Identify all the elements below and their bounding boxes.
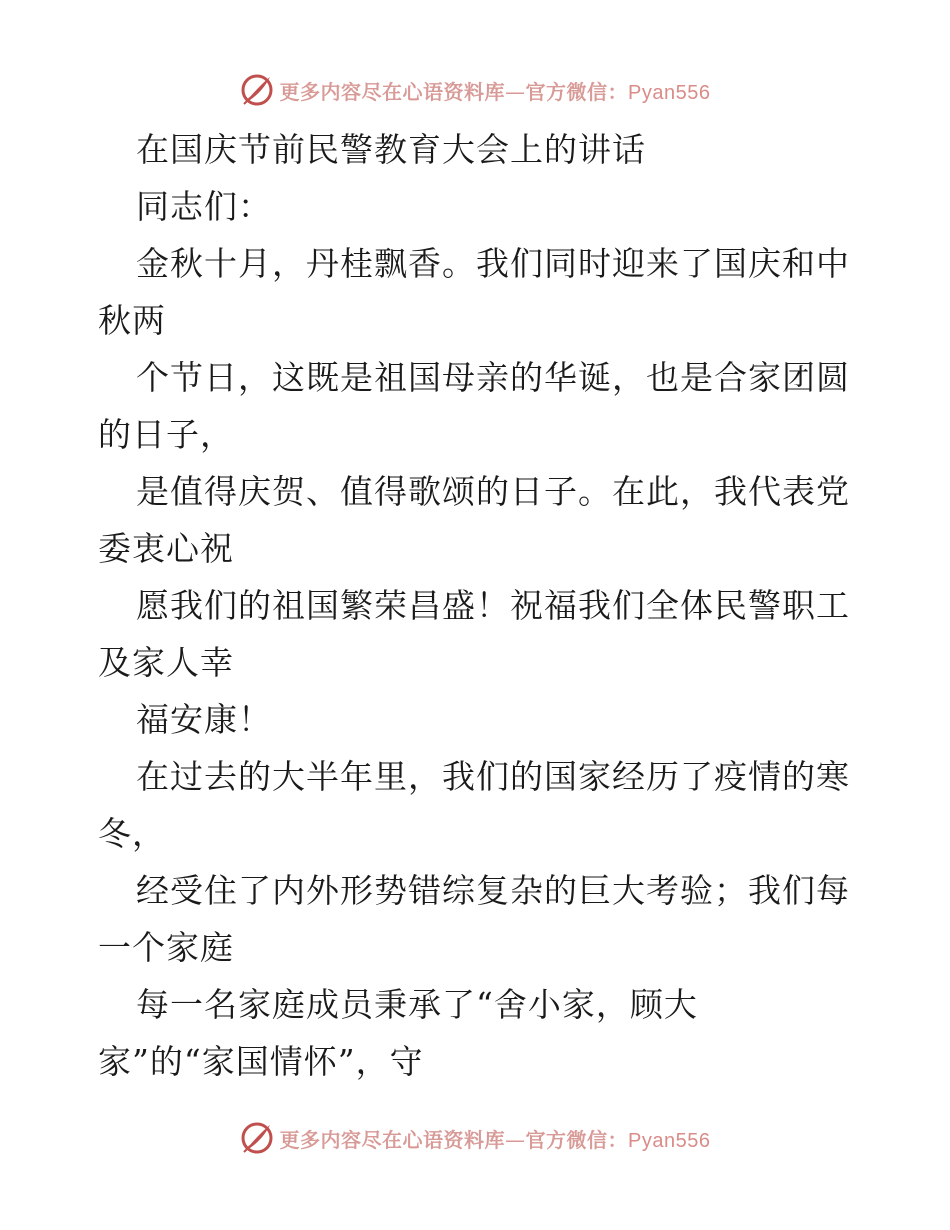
text-line: 经受住了内外形势错综复杂的巨大考验；我们每 bbox=[136, 871, 850, 910]
banner-dash: — bbox=[505, 79, 526, 104]
banner-account: Pyan556 bbox=[628, 1129, 711, 1152]
banner-text bbox=[280, 76, 711, 105]
header-banner bbox=[0, 70, 950, 110]
quill-logo-icon bbox=[240, 73, 274, 107]
footer-banner bbox=[0, 1118, 950, 1158]
text-line: 是值得庆贺、值得歌颂的日子。在此，我代表党 bbox=[136, 472, 850, 511]
text-line: 冬， bbox=[98, 814, 166, 853]
salutation: 同志们： bbox=[136, 187, 272, 226]
text-line: 及家人幸 bbox=[98, 643, 234, 682]
text-line: 每一名家庭成员秉承了“舍小家，顾大 bbox=[136, 985, 698, 1024]
banner-text bbox=[280, 1124, 711, 1153]
document-body bbox=[98, 121, 858, 1090]
quill-logo-icon bbox=[240, 1121, 274, 1155]
text-line: 个节日，这既是祖国母亲的华诞，也是合家团圆 bbox=[136, 358, 850, 397]
text-line: 的日子， bbox=[98, 415, 234, 454]
text-line: 委衷心祝 bbox=[98, 529, 234, 568]
text-line: 秋两 bbox=[98, 301, 166, 340]
text-line: 愿我们的祖国繁荣昌盛！祝福我们全体民警职工 bbox=[136, 586, 850, 625]
text-line: 在过去的大半年里，我们的国家经历了疫情的寒 bbox=[136, 757, 850, 796]
document-title: 在国庆节前民警教育大会上的讲话 bbox=[136, 130, 646, 169]
banner-label: 官方微信： bbox=[525, 79, 629, 104]
banner-label: 官方微信： bbox=[525, 1127, 629, 1152]
text-line: 一个家庭 bbox=[98, 928, 234, 967]
text-line: 福安康！ bbox=[136, 700, 272, 739]
banner-brand: 更多内容尽在心语资料库 bbox=[279, 1127, 506, 1152]
text-line: 家”的“家国情怀”，守 bbox=[98, 1042, 424, 1081]
text-line: 金秋十月，丹桂飘香。我们同时迎来了国庆和中 bbox=[136, 244, 850, 283]
banner-dash: — bbox=[505, 1127, 526, 1152]
banner-brand: 更多内容尽在心语资料库 bbox=[279, 79, 506, 104]
banner-account: Pyan556 bbox=[628, 81, 711, 104]
